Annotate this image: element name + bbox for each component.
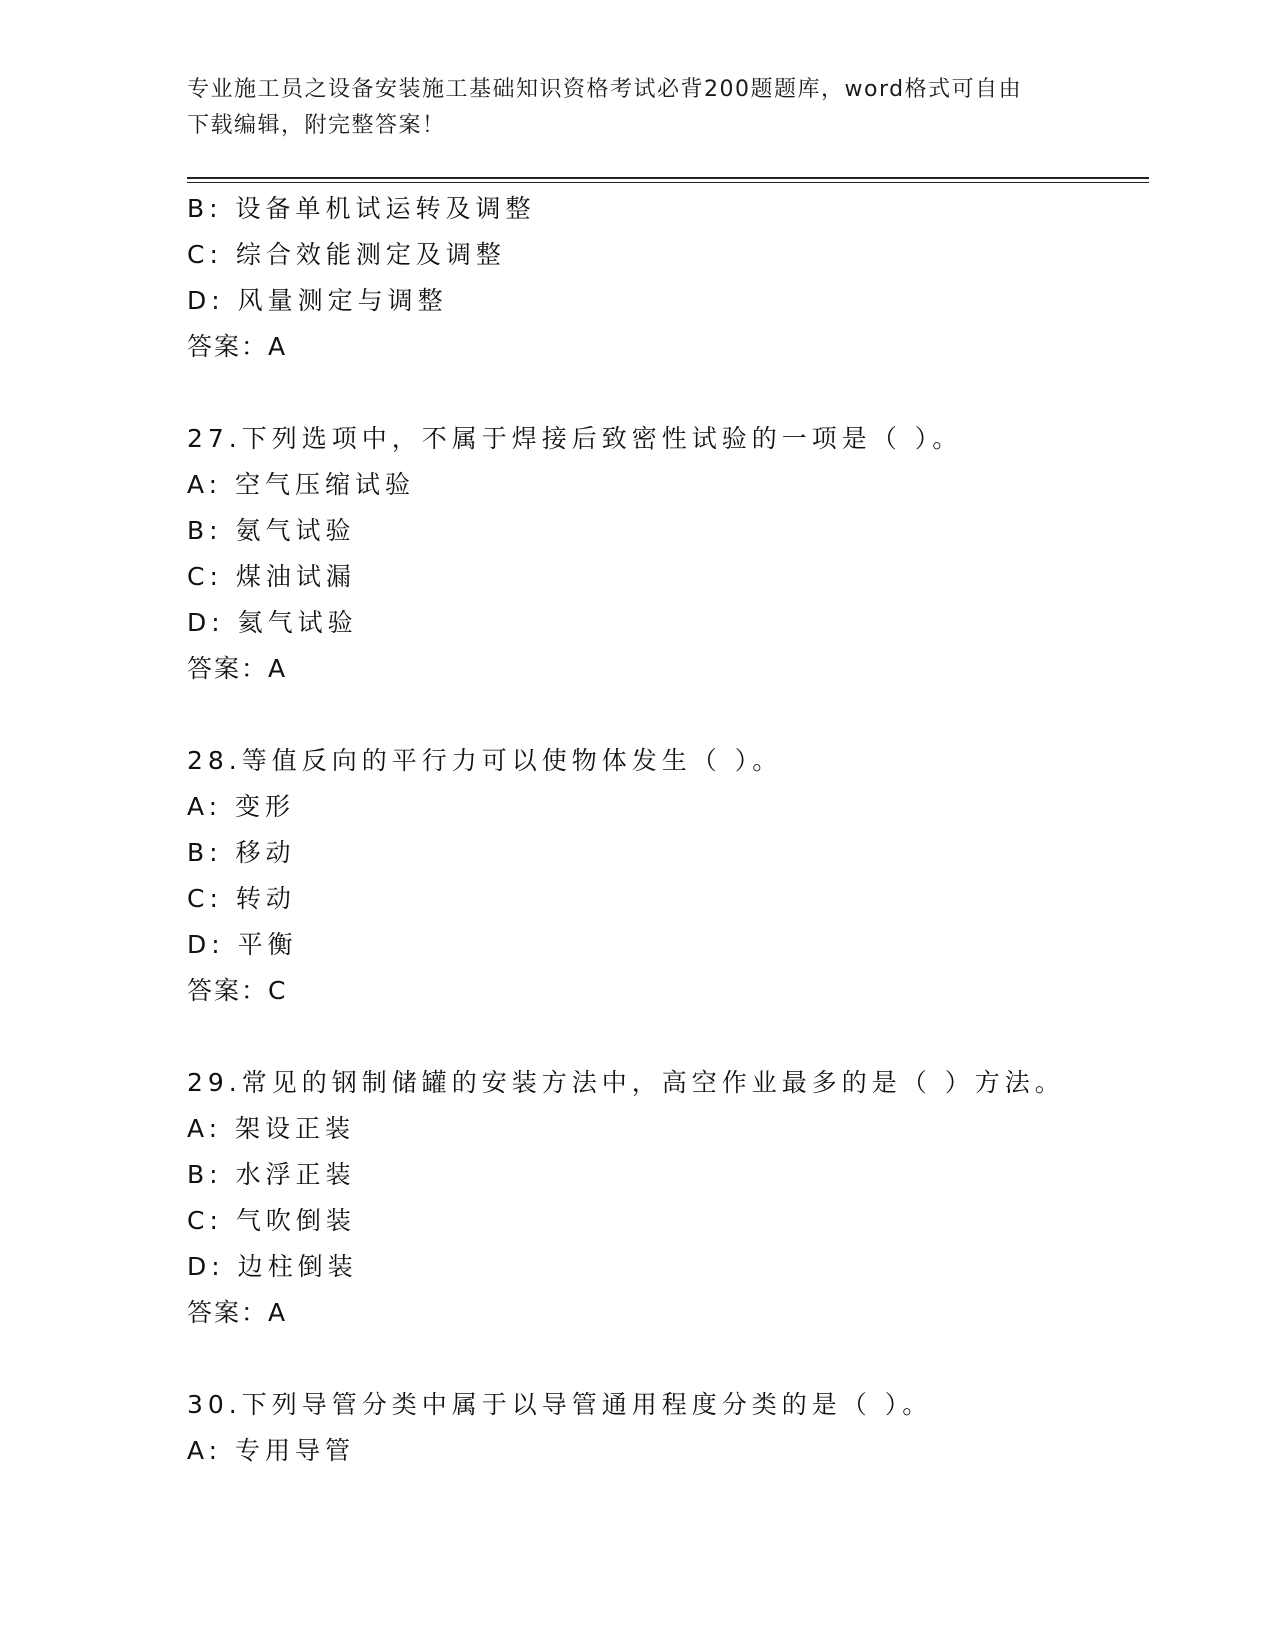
header-divider-bottom	[187, 182, 1149, 183]
option-c: C: 综合效能测定及调整	[187, 240, 506, 269]
question-29: 29.常见的钢制储罐的安装方法中，高空作业最多的是（ ）方法。	[187, 1068, 1065, 1097]
document-header	[187, 72, 1067, 144]
header-line-2: 下载编辑，附完整答案！	[187, 113, 446, 138]
option-d: D: 边柱倒装	[187, 1252, 358, 1281]
option-a: A: 架设正装	[187, 1114, 356, 1143]
option-d: D: 氦气试验	[187, 608, 358, 637]
option-b: B: 水浮正装	[187, 1160, 356, 1189]
header-line-1: 专业施工员之设备安装施工基础知识资格考试必背200题题库，word格式可自由	[187, 77, 1023, 102]
option-b: B: 氨气试验	[187, 516, 356, 545]
spacer	[187, 1336, 1147, 1382]
option-c: C: 气吹倒装	[187, 1206, 356, 1235]
question-list	[187, 186, 1147, 1474]
answer: 答案：A	[187, 1298, 288, 1327]
spacer	[187, 1014, 1147, 1060]
header-divider-top	[187, 177, 1149, 179]
question-30: 30.下列导管分类中属于以导管通用程度分类的是（ ）。	[187, 1390, 933, 1419]
option-d: D: 风量测定与调整	[187, 286, 448, 315]
answer: 答案：A	[187, 654, 288, 683]
option-b: B: 移动	[187, 838, 296, 867]
spacer	[187, 692, 1147, 738]
option-c: C: 煤油试漏	[187, 562, 356, 591]
spacer	[187, 370, 1147, 416]
question-27: 27.下列选项中，不属于焊接后致密性试验的一项是（ ）。	[187, 424, 963, 453]
option-a: A: 变形	[187, 792, 296, 821]
option-a: A: 空气压缩试验	[187, 470, 416, 499]
answer: 答案：C	[187, 976, 288, 1005]
option-c: C: 转动	[187, 884, 296, 913]
option-a: A: 专用导管	[187, 1436, 356, 1465]
answer: 答案：A	[187, 332, 288, 361]
option-b: B: 设备单机试运转及调整	[187, 194, 536, 223]
option-d: D: 平衡	[187, 930, 298, 959]
question-28: 28.等值反向的平行力可以使物体发生（ ）。	[187, 746, 783, 775]
